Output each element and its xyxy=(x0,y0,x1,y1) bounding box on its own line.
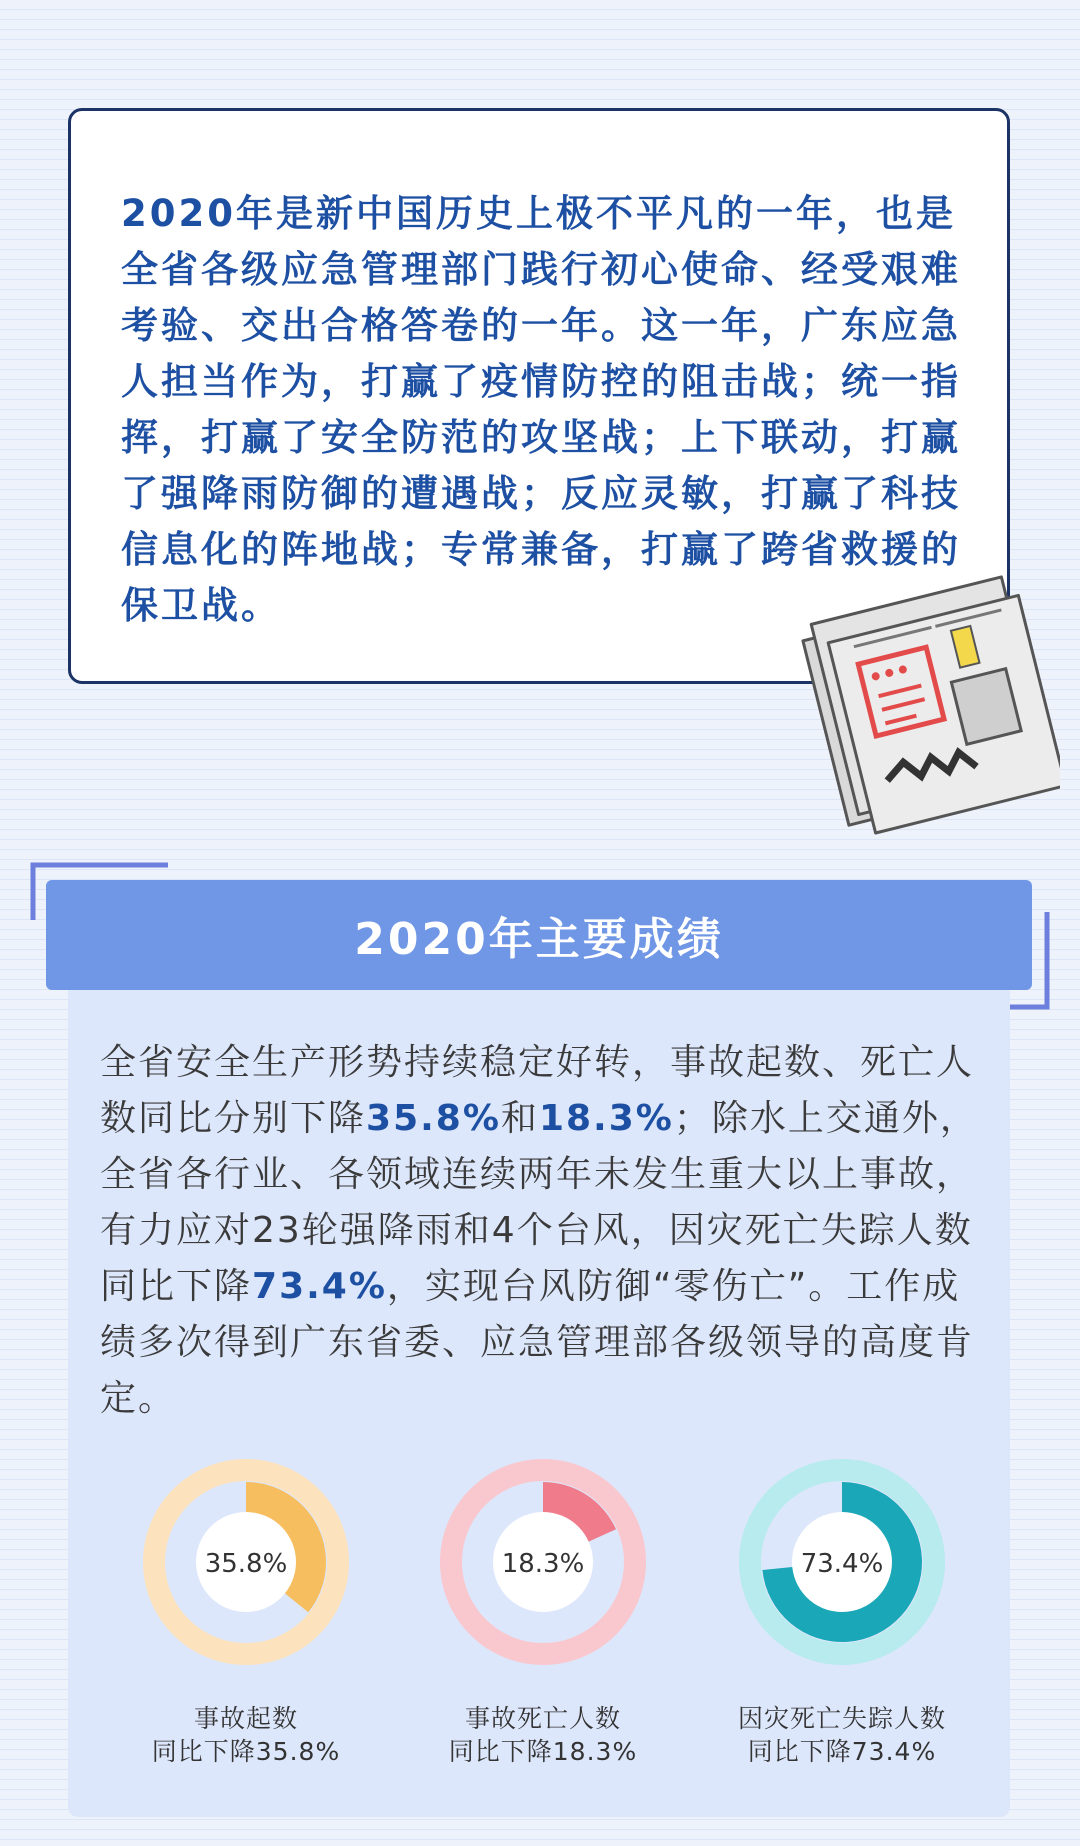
summary-highlight-deaths: 18.3% xyxy=(538,1098,674,1139)
donut-chart-disaster-casualties xyxy=(722,1442,962,1768)
section-title: 2020年主要成绩 xyxy=(354,914,724,965)
donut-value-label: 35.8% xyxy=(204,1549,288,1579)
caption-title: 事故起数 xyxy=(193,1704,298,1733)
donut-caption xyxy=(722,1702,962,1768)
donut-value-label: 73.4% xyxy=(800,1549,884,1579)
achievements-summary xyxy=(100,1035,982,1427)
summary-text-2: 和 xyxy=(500,1098,539,1139)
summary-highlight-accidents: 35.8% xyxy=(366,1098,501,1139)
donut-value-label: 18.3% xyxy=(501,1549,585,1579)
newspaper-icon xyxy=(800,568,1060,840)
caption-value: 同比下降18.3% xyxy=(448,1737,638,1766)
summary-text-4: ，实现台风防御“零伤亡”。工作成绩多次得到广东省委、应急管理部各级领导的高度肯定。 xyxy=(100,1266,975,1419)
summary-highlight-disaster-deaths: 73.4% xyxy=(252,1266,387,1307)
donut-svg-disaster-casualties xyxy=(722,1442,962,1682)
donut-svg-deaths xyxy=(423,1442,663,1682)
summary-text-1: 全省安全生产形势持续稳定好转，事故起数、死亡人数同比分别下降 xyxy=(100,1042,975,1139)
caption-title: 事故死亡人数 xyxy=(464,1704,621,1733)
donut-caption xyxy=(423,1702,663,1768)
donut-chart-accidents xyxy=(126,1442,366,1768)
section-banner xyxy=(46,880,1032,990)
caption-title: 因灾死亡失踪人数 xyxy=(737,1704,946,1733)
caption-value: 同比下降73.4% xyxy=(747,1737,937,1766)
donut-svg-accidents xyxy=(126,1442,366,1682)
summary-text-3: ；除水上交通外，全省各行业、各领域连续两年未发生重大以上事故，有力应对23轮强降雨和4个台风，因灾死亡失踪人数同比下降 xyxy=(100,1098,978,1307)
donut-caption xyxy=(126,1702,366,1768)
donut-chart-deaths xyxy=(423,1442,663,1768)
caption-value: 同比下降35.8% xyxy=(151,1737,341,1766)
intro-paragraph: 2020年是新中国历史上极不平凡的一年，也是全省各级应急管理部门践行初心使命、经受艰难考验、交出合格答卷的一年。这一年，广东应急人担当作为，打赢了疫情防控的阻击战；统一指挥，打赢了安全防范的攻坚战；上下联动，打赢了强降雨防御的遭遇战；反应灵敏，打赢了科技信息化的阵地战；专常兼备，打赢了跨省救援的保卫战。 xyxy=(121,192,961,627)
